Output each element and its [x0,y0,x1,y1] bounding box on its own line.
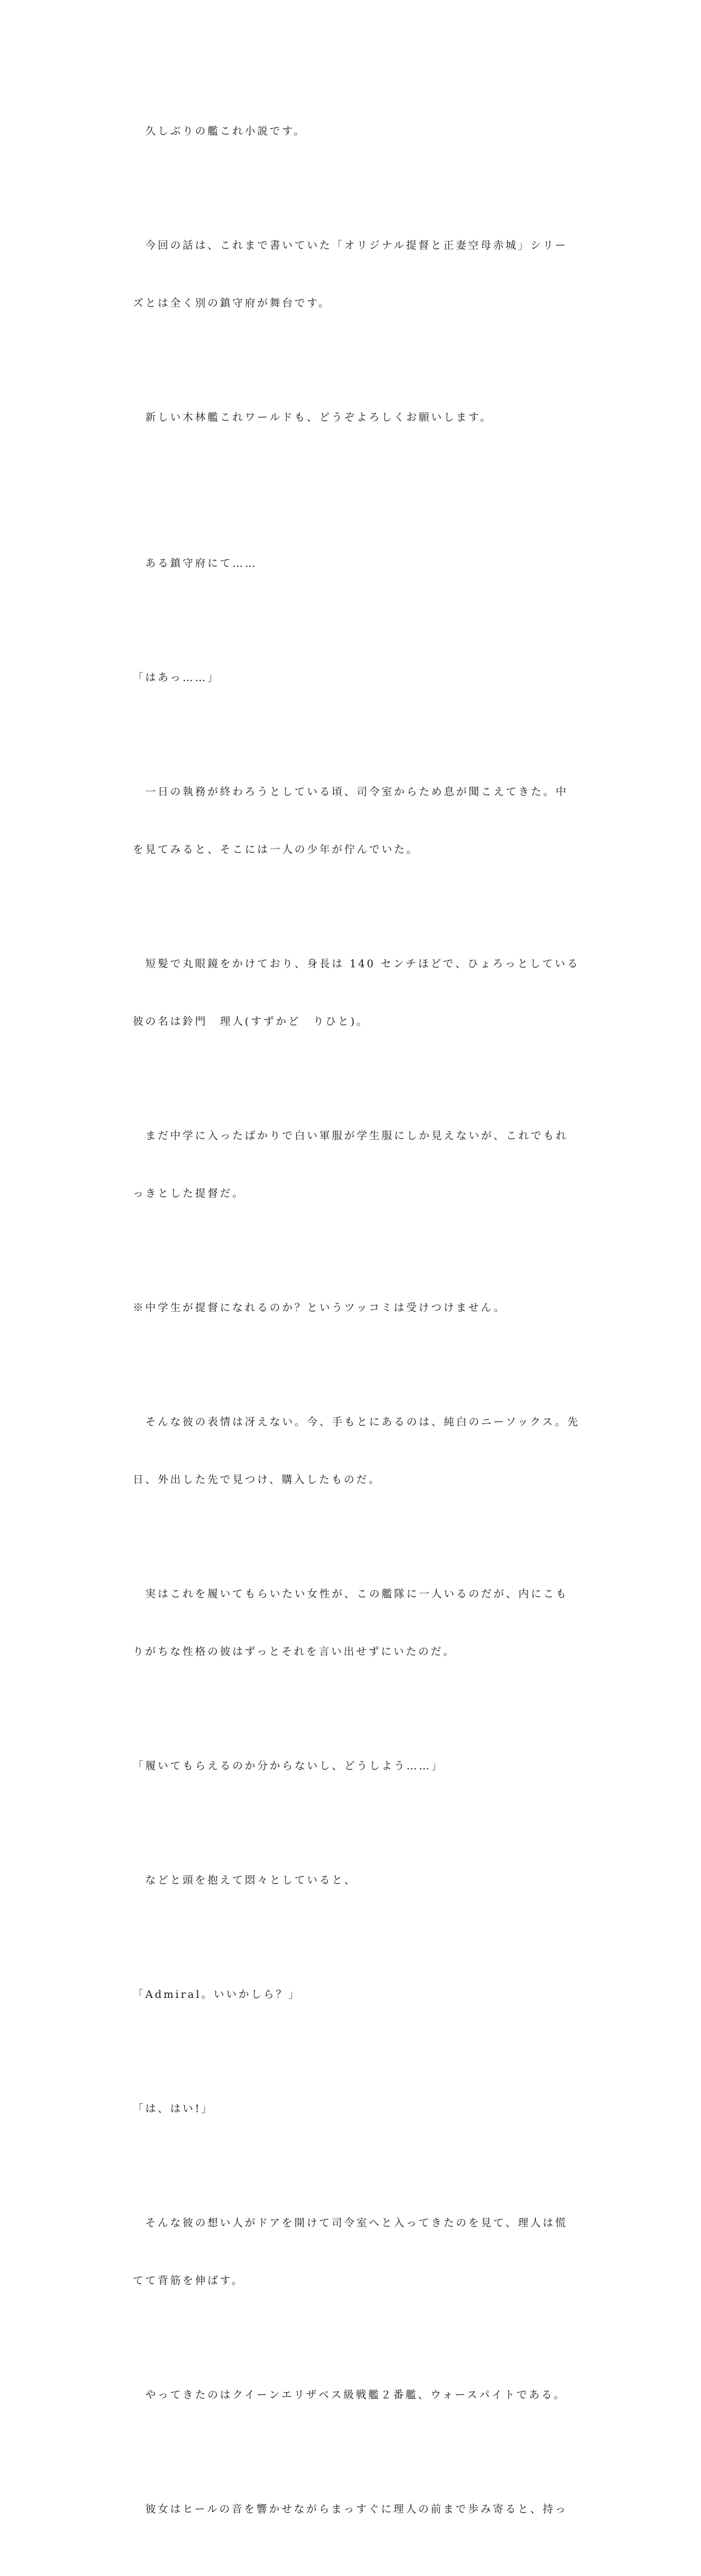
paragraph-12 [133,1718,574,1815]
paragraph-line: ※中学生が提督になれるのか？というツッコミは受けつけません。 [133,1302,507,1314]
paragraph-10 [133,1375,580,1528]
paragraph-14 [133,1947,574,2043]
paragraph-line: を見てみると、そこには一人の少年が佇んでいた。 [133,844,419,856]
paragraph-line: そんな彼の表情は冴えない。今、手もとにあるのは、純白のニーソックス。先 [133,1416,580,1428]
paragraph-line: そんな彼の想い人がドアを開けて司令室へと入ってきたのを見て、理人は慌 [133,2217,568,2229]
paragraph-15 [133,2061,574,2157]
body-text [133,84,580,2576]
paragraph-18 [133,2462,574,2558]
paragraph-line: 新しい木林艦これワールドも、どうぞよろしくお願いします。 [133,412,493,424]
paragraph-line: 「Admiral。いいかしら？」 [133,1989,301,2001]
paragraph-line: 日、外出した先で見つけ、購入したものだ。 [133,1474,382,1486]
paragraph-line: 実はこれを履いてもらいたい女性が、この艦隊に一人いるのだが、内にこも [133,1588,569,1600]
paragraph-3 [133,370,574,466]
paragraph-9 [133,1260,574,1356]
paragraph-line: 彼女はヒールの音を響かせながらまっすぐに理人の前まで歩み寄ると、持っ [133,2504,568,2515]
paragraph-line: 「はあっ……」 [133,672,220,684]
paragraph-line: ズとは全く別の鎮守府が舞台です。 [133,298,331,309]
paragraph-1 [133,84,574,180]
paragraph-line: まだ中学に入ったばかりで白い軍服が学生服にしか見えないが、これでもれ [133,1130,569,1142]
paragraph-line: 久しぶりの艦これ小説です。 [133,126,306,137]
paragraph-line: やってきたのはクイーンエリザベス級戦艦２番艦、ウォースパイトである。 [133,2389,566,2401]
paragraph-17 [133,2347,574,2444]
paragraph-line: 今回の話は、これまで書いていた「オリジナル提督と正妻空母赤城」シリー [133,240,568,252]
paragraph-line: りがちな性格の彼はずっとそれを言い出せずにいたのだ。 [133,1646,456,1658]
paragraph-4 [133,516,574,612]
paragraph-5 [133,630,574,726]
paragraph-line: ある鎮守府にて…… [133,558,258,570]
paragraph-line: 「履いてもらえるのか分からないし、どうしよう……」 [133,1760,444,1772]
paragraph-8 [133,1088,574,1242]
paragraph-16 [133,2176,574,2329]
paragraph-line: 一日の執務が終わろうとしている頃、司令室からため息が聞こえてきた。中 [133,786,569,798]
paragraph-11 [133,1547,574,1700]
paragraph-line: てて背筋を伸ばす。 [133,2275,244,2287]
paragraph-7 [133,916,580,1070]
paragraph-6 [133,744,574,898]
paragraph-line: 彼の名は鈴門 理人(すずかど りひと)。 [133,1016,369,1028]
paragraph-line: っきとした提督だ。 [133,1188,245,1200]
paragraph-2 [133,198,574,352]
paragraph-line: などと頭を抱えて悶々としていると、 [133,1875,357,1886]
paragraph-13 [133,1833,574,1929]
paragraph-line: 「は、はい!」 [133,2103,214,2115]
paragraph-line: 短髪で丸眼鏡をかけており、身長は 140 センチほどで、ひょろっとしている [133,958,580,970]
